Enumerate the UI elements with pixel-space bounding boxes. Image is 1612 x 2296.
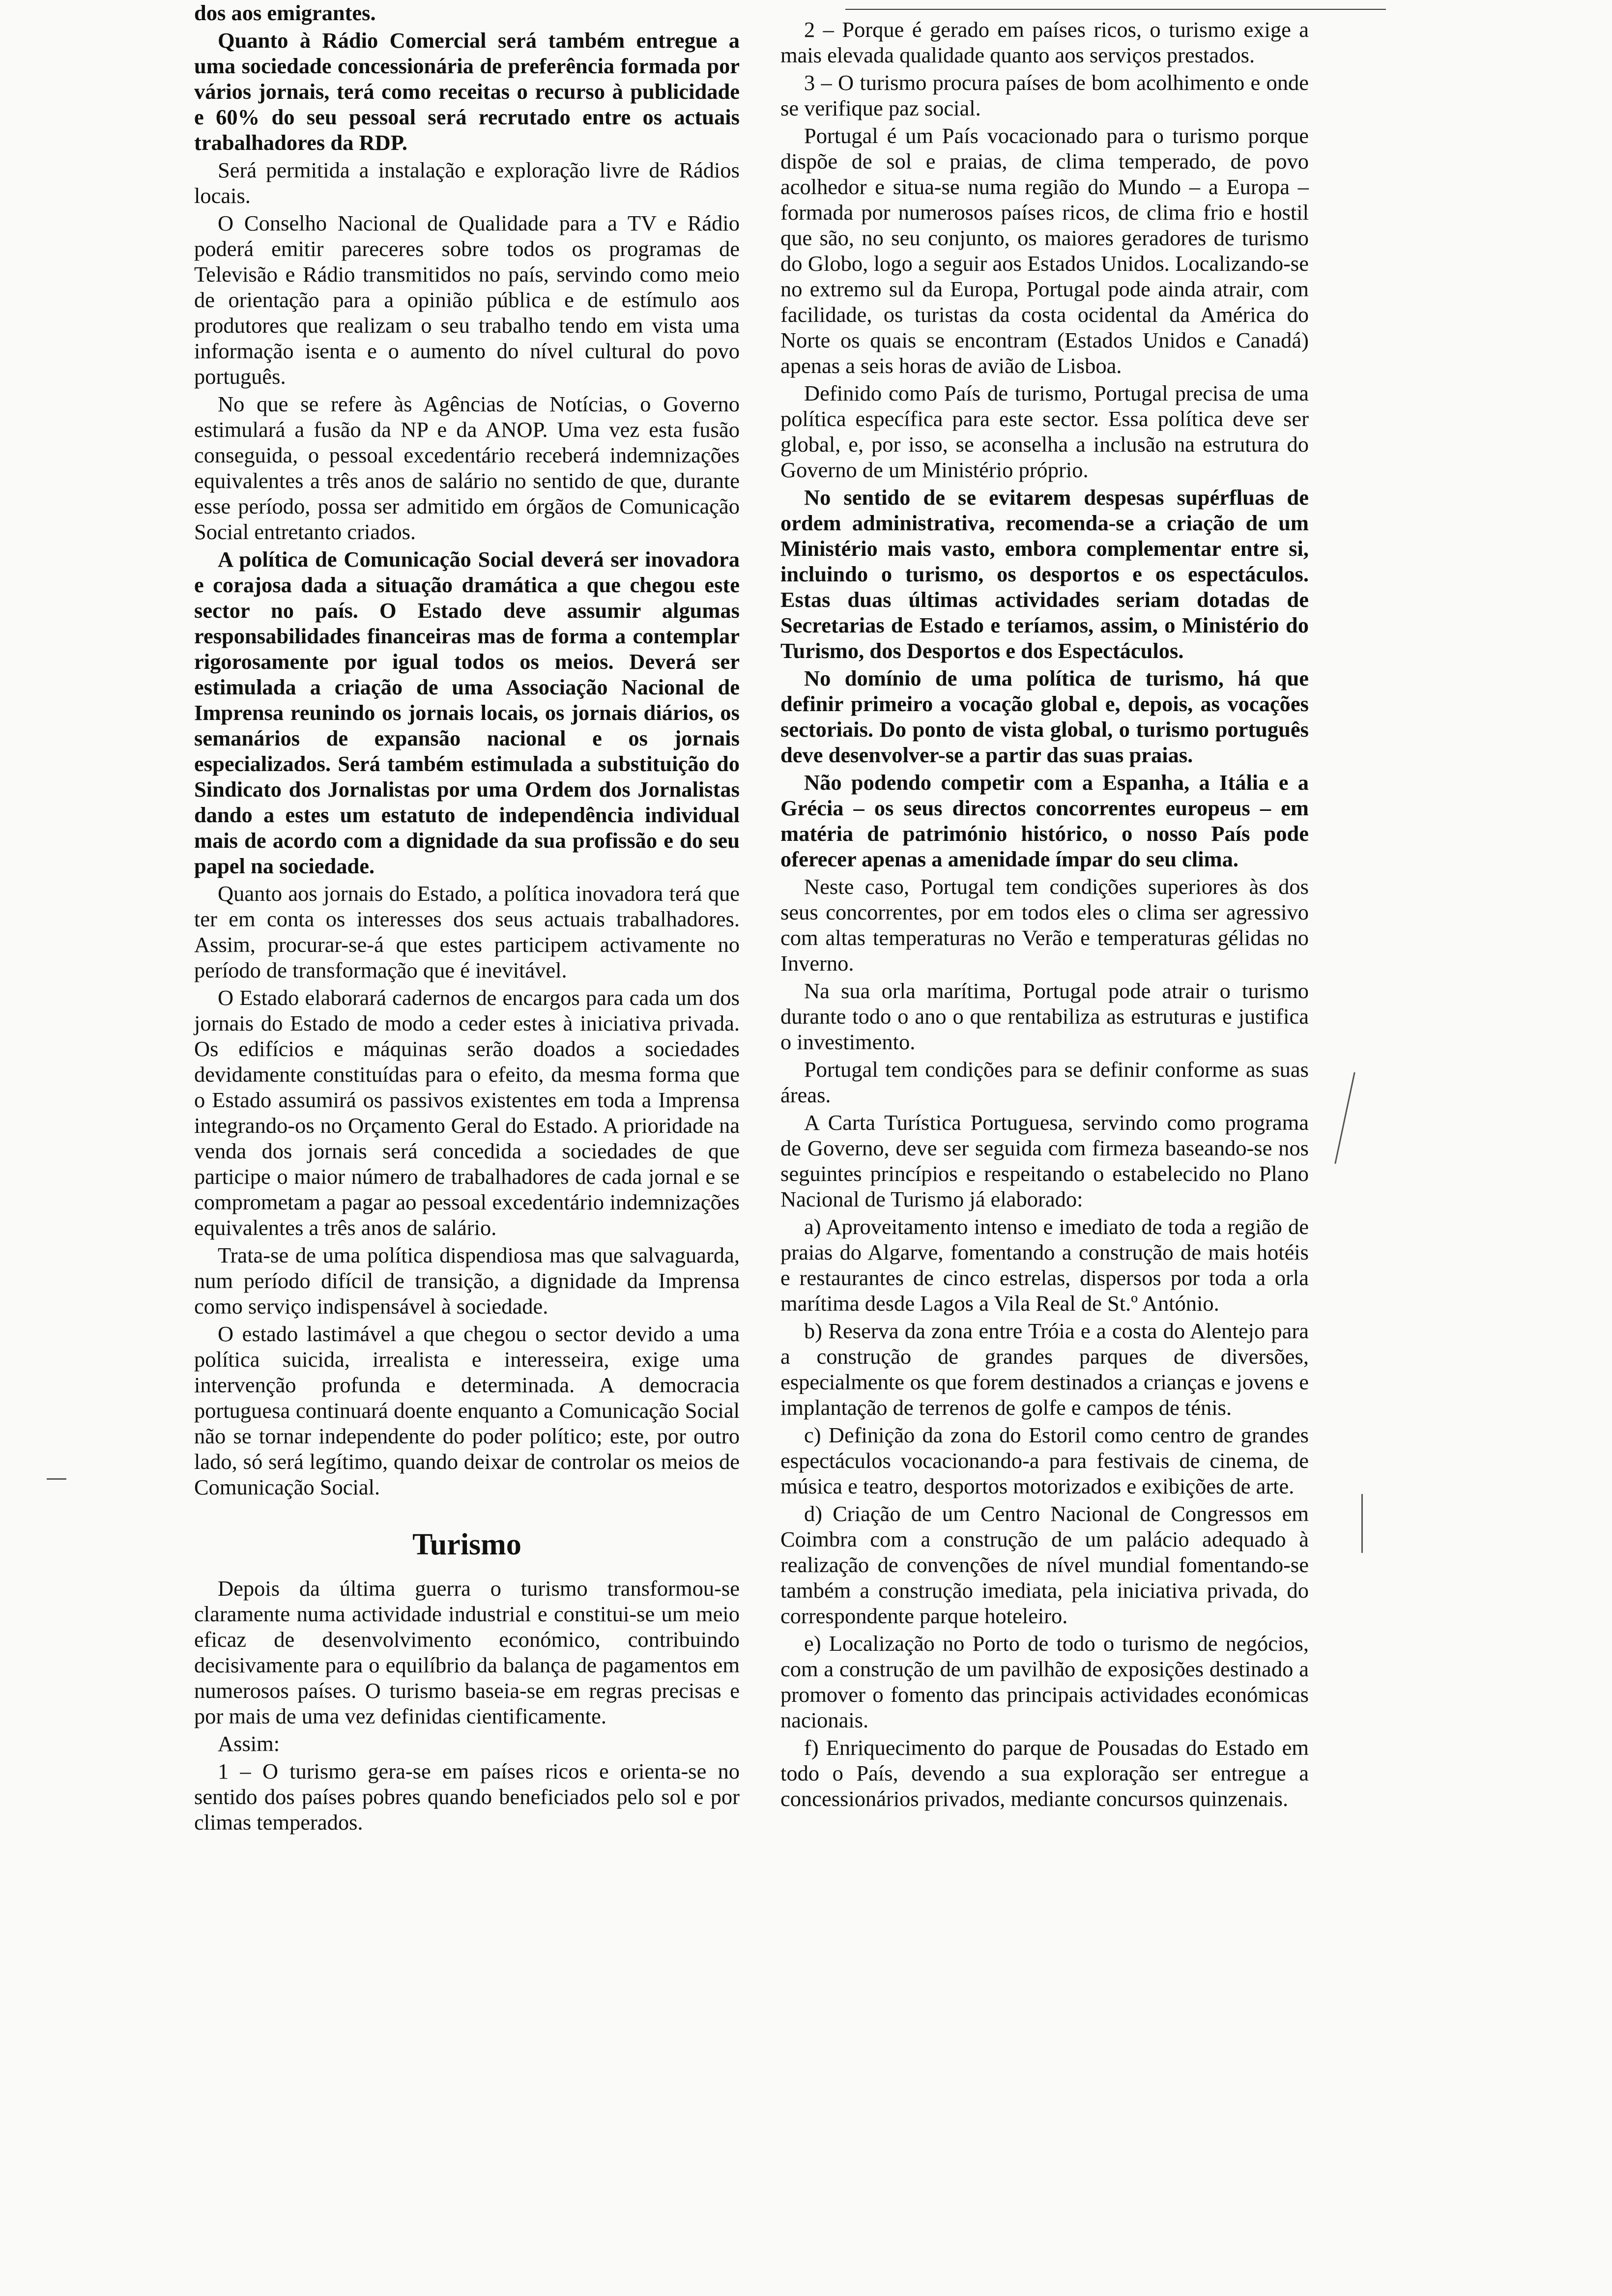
paragraph-orla-maritima: Na sua orla marítima, Portugal pode atrair o turismo durante todo o ano o que rentabiliza as estruturas e justifica o investimento. bbox=[780, 978, 1309, 1054]
paragraph-jornais-estado: Quanto aos jornais do Estado, a política inovadora terá que ter em conta os interesses dos seus actuais trabalhadores. Assim, procurar-se-á que estes participem activamente no período de transformação que é inevitável. bbox=[194, 881, 740, 982]
right-column bbox=[780, 17, 1309, 1813]
left-column bbox=[194, 0, 740, 1837]
paragraph-agencias-noticias: No que se refere às Agências de Notícias, o Governo estimulará a fusão da NP e da ANOP. Uma vez esta fusão conseguida, o pessoal excedentário receberá indemnizações equivalentes a três anos de salário no sentido de que, durante esse período, possa ser admitido em órgãos de Comunicação Social entretanto criados. bbox=[194, 392, 740, 544]
paragraph-cadernos-encargos: O Estado elaborará cadernos de encargos para cada um dos jornais do Estado de modo a ceder estes à iniciativa privada. Os edifícios e máquinas serão doados a sociedades devidamente constituídas para o efeito, da mesma forma que o Estado assumirá os passivos existentes em toda a Imprensa integrando-os no Orçamento Geral do Estado. A prioridade na venda dos jornais será concedida a sociedades de que participe o maior número de trabalhadores de cada jornal e se comprometam a pagar ao pessoal excedentário indemnizações equivalentes a três anos de salário. bbox=[194, 985, 740, 1240]
paragraph-assim: Assim: bbox=[218, 1731, 280, 1756]
paragraph-radios-locais: Será permitida a instalação e exploração livre de Rádios locais. bbox=[194, 158, 740, 208]
list-item-e-porto: e) Localização no Porto de todo o turismo de negócios, com a construção de um pavilhão de exposições destinado a promover o fomento das principais actividades económicas nacionais. bbox=[780, 1631, 1309, 1732]
paragraph-regra-1: 1 – O turismo gera-se em países ricos e orienta-se no sentido dos países pobres quando beneficiados pelo sol e por climas temperados. bbox=[194, 1759, 740, 1835]
margin-mark-right-1 bbox=[1334, 1072, 1355, 1164]
paragraph-conselho-nacional: O Conselho Nacional de Qualidade para a TV e Rádio poderá emitir pareceres sobre todos os programas de Televisão e Rádio transmitidos no país, servindo como meio de orientação para a opinião pública e de estímulo aos produtores que realizam o seu trabalho tendo em vista uma informação isenta e o aumento do nível cultural do povo português. bbox=[194, 211, 740, 389]
paragraph-politica-especifica: Definido como País de turismo, Portugal precisa de uma política específica para este sector. Essa política deve ser global, e, por isso, se aconselha a inclusão na estrutura do Governo de um Ministério próprio. bbox=[780, 381, 1309, 482]
paragraph-condicoes-superiores: Neste caso, Portugal tem condições superiores às dos seus concorrentes, por em todos eles o clima ser agressivo com altas temperaturas no Verão e temperaturas gélidas no Inverno. bbox=[780, 874, 1309, 976]
margin-mark-left bbox=[47, 1478, 66, 1480]
paragraph-vocacao-global: No domínio de uma política de turismo, há que definir primeiro a vocação global e, depois, as vocações sectoriais. Do ponto de vista global, o turismo português deve desenvolver-se a partir das suas praias. bbox=[780, 666, 1309, 767]
section-heading-turismo: Turismo bbox=[412, 1528, 521, 1561]
list-item-b-troia: b) Reserva da zona entre Tróia e a costa do Alentejo para a construção de grandes parques de diversões, especialmente os que forem destinados a crianças e jovens e implantação de terrenos de golfe e campos de ténis. bbox=[780, 1319, 1309, 1420]
paragraph-politica-dispendiosa: Trata-se de uma política dispendiosa mas que salvaguarda, num período difícil de transição, a dignidade da Imprensa como serviço indispensável à sociedade. bbox=[194, 1243, 740, 1319]
paragraph-politica-comunicacao: A política de Comunicação Social deverá ser inovadora e corajosa dada a situação dramática a que chegou este sector no país. O Estado deve assumir algumas responsabilidades financeiras mas de forma a contemplar rigorosamente por igual todos os meios. Deverá ser estimulada a criação de uma Associação Nacional de Imprensa reunindo os jornais locais, os jornais diários, os semanários de expansão nacional e os jornais especializados. Será também estimulada a substituição do Sindicato dos Jornalistas por uma Ordem dos Jornalistas dando a estes um estatuto de independência individual mais de acordo com a dignidade da sua profissão e do seu papel na sociedade. bbox=[194, 547, 740, 878]
paragraph-portugal-vocacionado: Portugal é um País vocacionado para o turismo porque dispõe de sol e praias, de clima temperado, de povo acolhedor e situa-se numa região do Mundo – a Europa – formada por numerosos países ricos, de clima frio e hostil que são, no seu conjunto, os maiores geradores de turismo do Globo, logo a seguir aos Estados Unidos. Localizando-se no extremo sul da Europa, Portugal pode ainda atrair, com facilidade, os turistas da costa ocidental da América do Norte os quais se encontram (Estados Unidos e Canadá) apenas a seis horas de avião de Lisboa. bbox=[780, 123, 1309, 378]
list-item-f-pousadas: f) Enriquecimento do parque de Pousadas do Estado em todo o País, devendo a sua exploração ser entregue a concessionários privados, mediante concursos quinzenais. bbox=[780, 1735, 1309, 1811]
paragraph-regra-3: 3 – O turismo procura países de bom acolhimento e onde se verifique paz social. bbox=[780, 70, 1309, 120]
paragraph-competir: Não podendo competir com a Espanha, a Itália e a Grécia – os seus directos concorrentes europeus – em matéria de património histórico, o nosso País pode oferecer apenas a amenidade ímpar do seu clima. bbox=[780, 770, 1309, 871]
list-item-c-estoril: c) Definição da zona do Estoril como centro de grandes espectáculos vocacionando-a para festivais de cinema, de música e teatro, desportos motorizados e exibições de arte. bbox=[780, 1423, 1309, 1498]
margin-mark-right-2 bbox=[1361, 1494, 1363, 1553]
paragraph-turismo-intro: Depois da última guerra o turismo transformou-se claramente numa actividade industrial e constitui-se um meio eficaz de desenvolvimento económico, contribuindo decisivamente para o equilíbrio da balança de pagamentos em numerosos países. O turismo baseia-se em regras precisas e por mais de uma vez definidas cientificamente. bbox=[194, 1576, 740, 1728]
list-item-d-coimbra: d) Criação de um Centro Nacional de Congressos em Coimbra com a construção de um palácio adequado à realização de convenções de nível mundial fomentando-se também a construção imediata, pela iniciativa privada, do correspondente parque hoteleiro. bbox=[780, 1501, 1309, 1628]
paragraph-estado-lastimavel: O estado lastimável a que chegou o sector devido a uma política suicida, irrealista e interesseira, exige uma intervenção profunda e determinada. A democracia portuguesa continuará doente enquanto a Comunicação Social não se tornar independente do poder político; este, por outro lado, só será legítimo, quando deixar de controlar os meios de Comunicação Social. bbox=[194, 1321, 740, 1499]
paragraph-regra-2: 2 – Porque é gerado em países ricos, o turismo exige a mais elevada qualidade quanto aos serviços prestados. bbox=[780, 17, 1309, 67]
paragraph-ministerio: No sentido de se evitarem despesas supérfluas de ordem administrativa, recomenda-se a criação de um Ministério mais vasto, embora complementar entre si, incluindo o turismo, os desportos e os espectáculos. Estas duas últimas actividades seriam dotadas de Secretarias de Estado e teríamos, assim, o Ministério do Turismo, dos Desportos e dos Espectáculos. bbox=[780, 485, 1309, 663]
opening-line: dos aos emigrantes. bbox=[194, 0, 376, 25]
paragraph-conforme-areas: Portugal tem condições para se definir conforme as suas áreas. bbox=[780, 1057, 1309, 1107]
paragraph-carta-turistica: A Carta Turística Portuguesa, servindo como programa de Governo, deve ser seguida com firmeza baseando-se nos seguintes princípios e respeitando o estabelecido no Plano Nacional de Turismo já elaborado: bbox=[780, 1110, 1309, 1211]
list-item-a-algarve: a) Aproveitamento intenso e imediato de toda a região de praias do Algarve, fomentando a construção de mais hotéis e restaurantes de cinco estrelas, dispersos por toda a orla marítima desde Lagos a Vila Real de St.º António. bbox=[780, 1214, 1309, 1316]
paragraph-radio-comercial: Quanto à Rádio Comercial será também entregue a uma sociedade concessionária de preferência formada por vários jornais, terá como receitas o recurso à publicidade e 60% do seu pessoal será recrutado entre os actuais trabalhadores da RDP. bbox=[194, 28, 740, 155]
top-rule bbox=[845, 9, 1386, 10]
